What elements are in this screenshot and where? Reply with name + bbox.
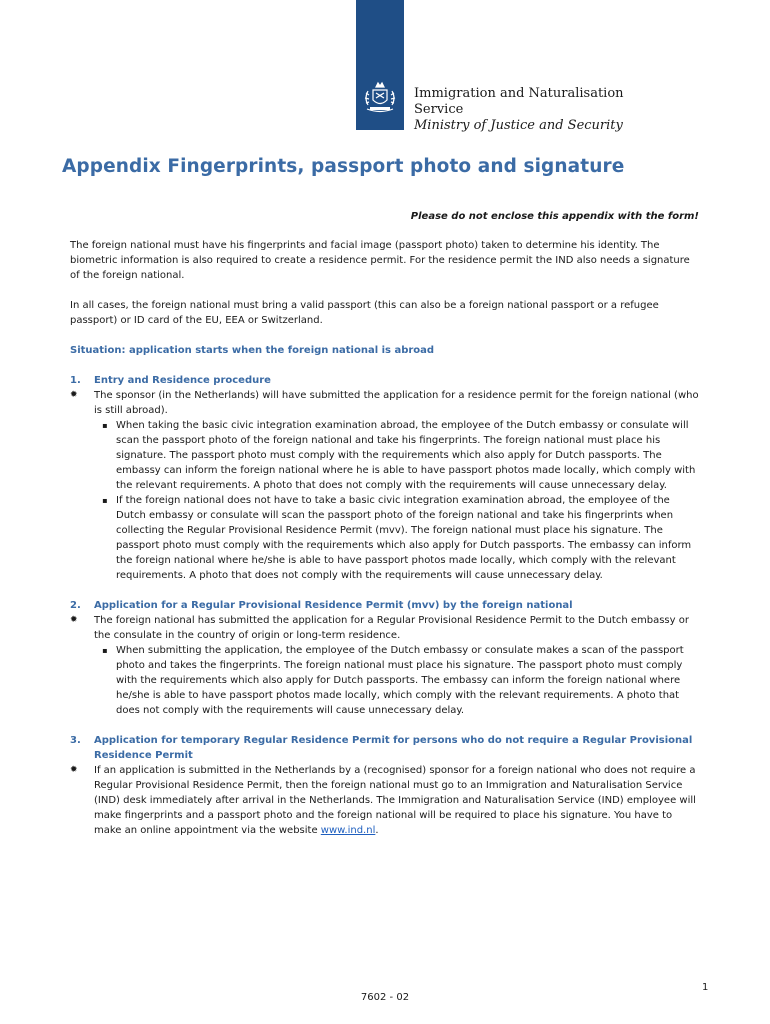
org-line-2: Service (414, 102, 464, 117)
link-trailing-period: . (375, 825, 379, 836)
sub-item-text: If the foreign national does not have to take a basic civic integration examination abroad, the employee of the Dutch embassy or consulate will scan the passport photo of the foreign national and take his fingerprints when collecting the Regular Provisional Residence Permit (mvv). The foreign national must place his signature. The passport photo must comply with the requirements which also apply for Dutch passports. The embassy can inform the foreign national where he/she is able to have passport photos made locally, which comply with the relevant requirements. A photo that does not comply with the requirements will cause unnecessary delay. (116, 495, 692, 581)
section-title: Entry and Residence procedure (94, 375, 271, 386)
bullet-item (70, 763, 702, 838)
section-heading (70, 373, 702, 388)
section-1 (70, 373, 702, 583)
section-number: 1. (70, 375, 81, 386)
ministry-name: Ministry of Justice and Security (414, 118, 623, 133)
ind-website-link[interactable]: www.ind.nl (320, 825, 376, 836)
bullet-item (70, 388, 702, 418)
bullet-icon: ✹ (70, 390, 78, 400)
page-title: Appendix Fingerprints, passport photo and signature (62, 156, 625, 177)
square-bullet-icon: ▪ (102, 496, 108, 505)
section-2 (70, 598, 702, 718)
intro-paragraph-1: The foreign national must have his fingerprints and facial image (passport photo) taken to determine his identity. The biometric information is also required to create a residence permit. For the residence permit the IND also needs a signature of the foreign national. (70, 240, 690, 281)
situation-heading: Situation: application starts when the foreign national is abroad (70, 345, 435, 356)
document-body (70, 238, 702, 853)
bullet-item (70, 613, 702, 643)
section-heading (70, 598, 702, 613)
sub-item (70, 643, 702, 718)
sub-item-text: When submitting the application, the employee of the Dutch embassy or consulate makes a scan of the passport photo and takes the fingerprints. The foreign national must place his signature. The passport photo must comply with the requirements which also apply for Dutch passports. The embassy can inform the foreign national where he/she is able to have passport photos made locally, which comply with the relevant requirements. A photo that does not comply with the requirements will cause unnecessary delay. (116, 645, 684, 716)
crest-icon (359, 80, 401, 116)
section-3 (70, 733, 702, 838)
intro-paragraph-2: In all cases, the foreign national must bring a valid passport (this can also be a foreign national passport or a refugee passport) or ID card of the EU, EEA or Switzerland. (70, 300, 659, 326)
section-heading (70, 733, 702, 763)
logo-bar (356, 0, 404, 130)
bullet-text: The foreign national has submitted the application for a Regular Provisional Residence Permit to the Dutch embassy or the consulate in the country of origin or long-term residence. (94, 615, 689, 641)
page-number: 1 (702, 982, 709, 993)
sub-item-text: When taking the basic civic integration examination abroad, the employee of the Dutch embassy or consulate will scan the passport photo of the foreign national and take his fingerprints. The foreign national must place his signature. The passport photo must comply with the requirements which also apply for Dutch passports. The embassy can inform the foreign national where he is able to have passport photos made locally, which comply with the relevant requirements. A photo that does not comply with the requirements will cause unnecessary delay. (116, 420, 696, 491)
bullet-text: The sponsor (in the Netherlands) will have submitted the application for a residence permit for the foreign national (who is still abroad). (94, 390, 699, 416)
form-code: 7602 - 02 (360, 992, 410, 1003)
section-title: Application for temporary Regular Residence Permit for persons who do not require a Regular Provisional Residence Permit (94, 735, 693, 761)
section-number: 2. (70, 600, 81, 611)
sub-item (70, 493, 702, 583)
org-line-1: Immigration and Naturalisation (414, 86, 624, 101)
bullet-text: If an application is submitted in the Netherlands by a (recognised) sponsor for a foreign national who does not require a Regular Provisional Residence Permit, then the foreign national must go to an Immigration and Naturalisation Service (IND) desk immediately after arrival in the Netherlands. The Immigration and Naturalisation Service (IND) employee will make fingerprints and a passport photo and the foreign national will be required to place his signature. You have to make an online appointment via the website (94, 765, 696, 836)
section-number: 3. (70, 735, 81, 746)
organization-name (414, 86, 624, 134)
square-bullet-icon: ▪ (102, 421, 108, 430)
bullet-icon: ✹ (70, 615, 78, 625)
sub-item (70, 418, 702, 493)
enclosure-notice: Please do not enclose this appendix with the form! (410, 211, 699, 222)
section-title: Application for a Regular Provisional Residence Permit (mvv) by the foreign national (94, 600, 573, 611)
bullet-text-wrapper (94, 763, 702, 838)
bullet-icon: ✹ (70, 765, 78, 775)
square-bullet-icon: ▪ (102, 646, 108, 655)
